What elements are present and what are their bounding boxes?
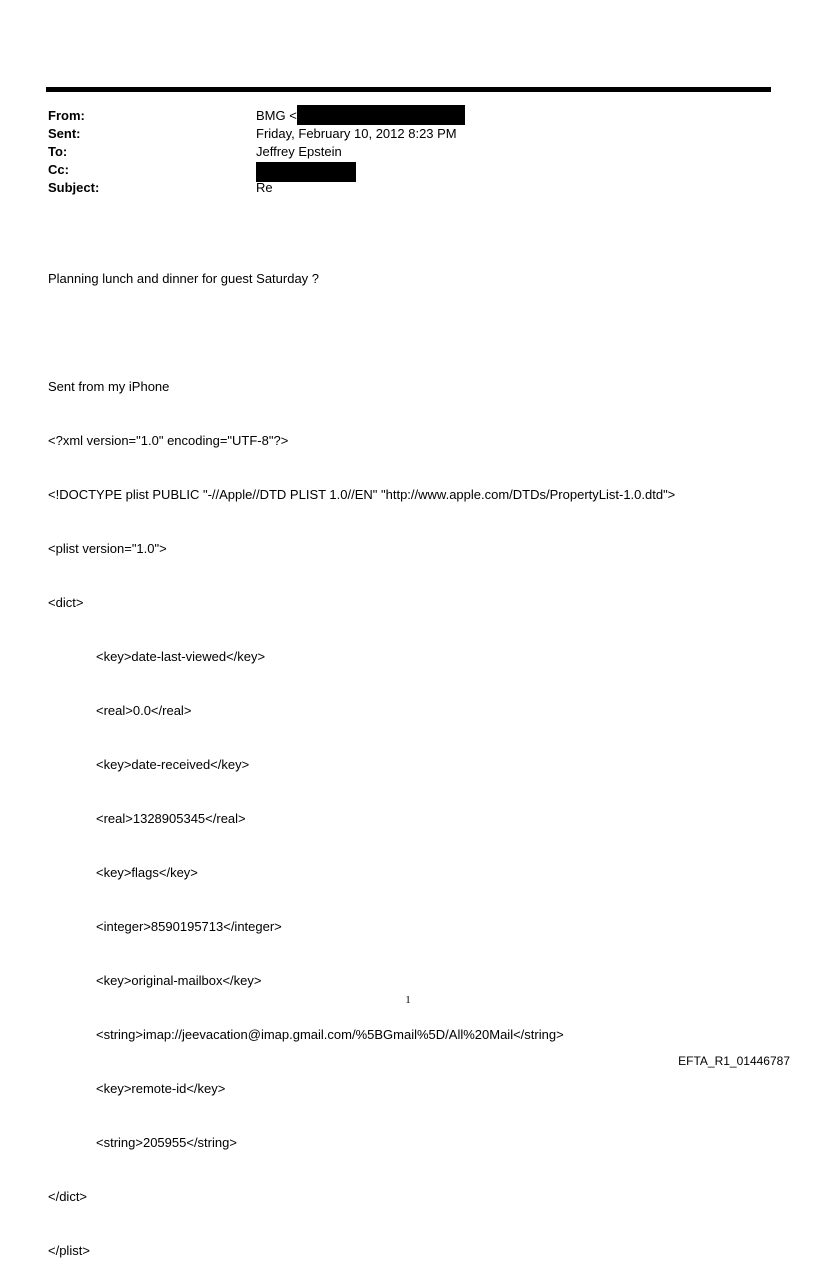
sent-value: Friday, February 10, 2012 8:23 PM — [256, 126, 457, 141]
xml-line: <plist version="1.0"> — [48, 541, 167, 556]
xml-line: <key>remote-id</key> — [96, 1081, 226, 1096]
xml-line: <real>0.0</real> — [96, 703, 192, 718]
xml-line: <!DOCTYPE plist PUBLIC "-//Apple//DTD PLIST 1.0//EN" "http://www.apple.com/DTDs/PropertyList-1.0.dtd"> — [48, 487, 676, 502]
header-rule — [46, 87, 771, 92]
cc-label: Cc: — [48, 162, 69, 177]
email-body — [48, 234, 675, 1278]
xml-line: <dict> — [48, 595, 84, 610]
redaction-box — [297, 105, 465, 125]
to-value: Jeffrey Epstein — [256, 144, 342, 159]
xml-line: <key>flags</key> — [96, 865, 198, 880]
xml-line: <?xml version="1.0" encoding="UTF-8"?> — [48, 433, 289, 448]
xml-line: </dict> — [48, 1189, 88, 1204]
from-value: BMG < — [256, 108, 297, 123]
bates-number: EFTA_R1_01446787 — [678, 1054, 790, 1068]
message-text: Planning lunch and dinner for guest Saturday ? — [48, 271, 320, 286]
xml-line: <real>1328905345</real> — [96, 811, 246, 826]
xml-line: <string>imap://jeevacation@imap.gmail.com/%5BGmail%5D/All%20Mail</string> — [96, 1027, 564, 1042]
xml-line: <key>date-last-viewed</key> — [96, 649, 266, 664]
xml-line: </plist> — [48, 1243, 90, 1258]
xml-line: <key>original-mailbox</key> — [96, 973, 262, 988]
xml-line: <string>205955</string> — [96, 1135, 237, 1150]
xml-line: <integer>8590195713</integer> — [96, 919, 282, 934]
subject-label: Subject: — [48, 180, 100, 195]
subject-value: Re — [256, 180, 273, 195]
page-number: 1 — [405, 994, 411, 1006]
to-label: To: — [48, 144, 68, 159]
signature-text: Sent from my iPhone — [48, 379, 170, 394]
sent-label: Sent: — [48, 126, 81, 141]
from-label: From: — [48, 108, 85, 123]
xml-line: <key>date-received</key> — [96, 757, 250, 772]
